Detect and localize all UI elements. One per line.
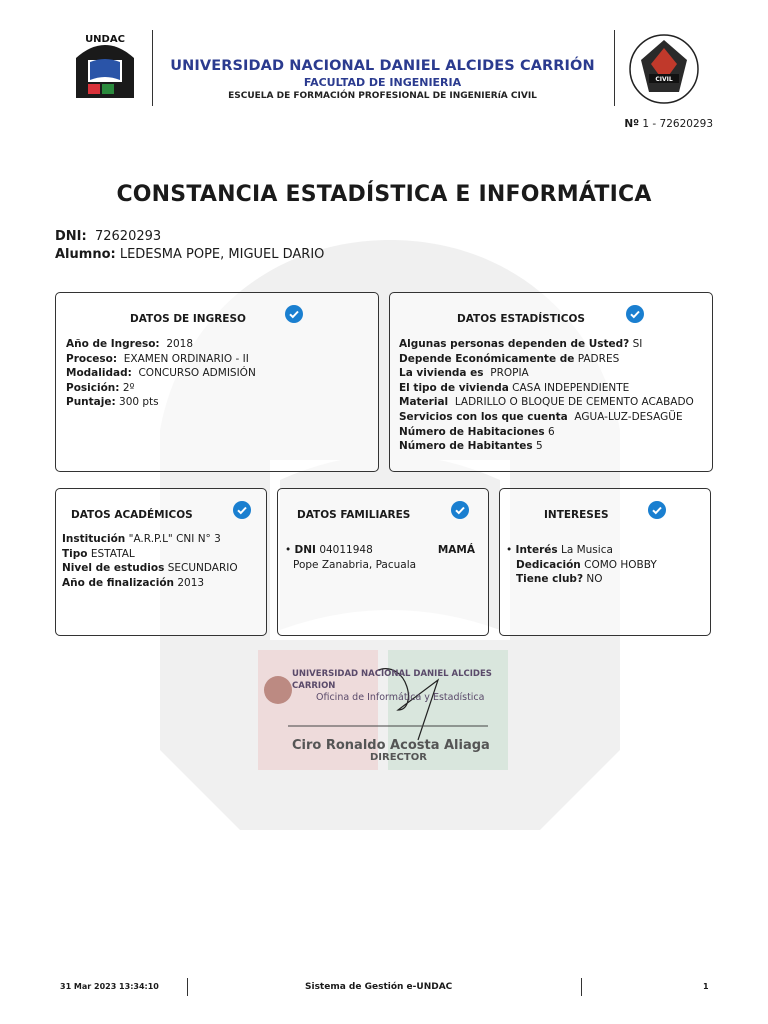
estadisticos-row (399, 366, 694, 381)
row-value: SECUNDARIO (167, 562, 238, 575)
footer-divider-right (581, 978, 582, 996)
row-label: Año de finalización (62, 576, 175, 589)
row-label: Posición: (66, 381, 120, 394)
estadisticos-row (399, 395, 694, 410)
row-label: Modalidad: (66, 367, 132, 380)
footer-datetime: 31 Mar 2023 13:34:10 (60, 982, 159, 991)
stamp-line-university: UNIVERSIDAD NACIONAL DANIEL ALCIDES CARRION (292, 669, 492, 691)
svg-text:CIVIL: CIVIL (655, 76, 673, 83)
header-divider-left (152, 30, 153, 106)
row-value: SI (632, 338, 643, 350)
intereses-rows (506, 543, 657, 587)
familiar-relation: MAMÁ (437, 544, 475, 556)
document-number-value: 1 - 72620293 (642, 118, 713, 130)
document-number (624, 118, 713, 130)
estadisticos-row (399, 337, 694, 352)
estadisticos-row (399, 410, 694, 425)
dni-line (55, 228, 324, 246)
ingreso-row (66, 381, 256, 396)
familiar-dni-label: DNI (294, 544, 316, 556)
ingreso-row (66, 395, 256, 410)
faculty-name: FACULTAD DE INGENIERIA (303, 76, 462, 89)
academicos-row (62, 576, 238, 591)
footer-divider-left (187, 978, 188, 996)
header-divider-right (614, 30, 615, 106)
row-label: Depende Económicamente de (399, 352, 575, 365)
estadisticos-row (399, 425, 694, 440)
civil-engineering-logo (625, 30, 703, 108)
ingreso-row (66, 366, 256, 381)
row-label: Interés (515, 544, 558, 556)
row-label: Algunas personas dependen de Usted? (399, 338, 630, 350)
academicos-rows (62, 532, 238, 590)
estadisticos-row (399, 439, 694, 454)
row-label: Material (399, 396, 449, 409)
row-label: Tiene club? (516, 573, 584, 586)
check-circle-icon (233, 501, 251, 519)
row-value: PROPIA (490, 367, 529, 380)
svg-text:UNDAC: UNDAC (85, 34, 125, 45)
familiar-item (285, 543, 481, 558)
card-datos-academicos (55, 488, 267, 636)
interes-row (506, 543, 657, 558)
academicos-row (62, 532, 238, 547)
stamp-text (292, 668, 512, 764)
bullet: • (285, 544, 292, 556)
row-value: NO (586, 573, 603, 586)
estadisticos-rows (399, 337, 694, 454)
bullet: • (506, 544, 513, 556)
header-text (160, 58, 605, 101)
row-label: Año de Ingreso: (66, 338, 160, 350)
row-label: Dedicación (516, 558, 581, 571)
row-label: Número de Habitaciones (399, 425, 545, 438)
familiares-rows (285, 543, 481, 572)
ingreso-rows (66, 337, 256, 410)
row-label: La vivienda es (399, 367, 484, 380)
card-title-familiares: DATOS FAMILIARES (297, 509, 411, 521)
row-value: CONCURSO ADMISIÓN (138, 367, 256, 380)
row-label: Nivel de estudios (62, 562, 165, 575)
row-label: Institución (62, 533, 126, 545)
row-value: 2018 (166, 338, 194, 350)
row-value: 6 (548, 425, 555, 438)
card-datos-estadisticos (389, 292, 713, 472)
check-circle-icon (648, 501, 666, 519)
check-circle-icon (626, 305, 644, 323)
row-value: AGUA-LUZ-DESAGÜE (574, 410, 683, 423)
check-circle-icon (285, 305, 303, 323)
familiar-dni-value: 04011948 (319, 544, 373, 556)
card-intereses (499, 488, 711, 636)
row-label: Servicios con los que cuenta (399, 410, 568, 423)
row-label: El tipo de vivienda (399, 381, 509, 394)
stamp-director-role: DIRECTOR (370, 752, 427, 763)
row-value: EXAMEN ORDINARIO - II (123, 352, 249, 365)
academicos-row (62, 561, 238, 576)
ingreso-row (66, 352, 256, 367)
estadisticos-row (399, 352, 694, 367)
row-value: LADRILLO O BLOQUE DE CEMENTO ACABADO (454, 396, 694, 409)
ingreso-row (66, 337, 256, 352)
row-value: 300 pts (119, 396, 159, 409)
row-value: "A.R.P.L" CNI N° 3 (128, 533, 221, 545)
row-value: CASA INDEPENDIENTE (512, 381, 630, 394)
interes-row (516, 572, 657, 587)
stamp-line-office: Oficina de Informática y Estadística (316, 692, 485, 703)
card-title-academicos: DATOS ACADÉMICOS (71, 509, 193, 521)
card-datos-familiares (277, 488, 489, 636)
page-title: CONSTANCIA ESTADÍSTICA E INFORMÁTICA (116, 182, 652, 207)
student-info (55, 228, 324, 264)
row-label: Número de Habitantes (399, 440, 533, 453)
familiar-name: Pope Zanabria, Pacuala (293, 558, 417, 571)
row-value: La Musica (560, 544, 613, 556)
row-value: PADRES (577, 352, 620, 365)
footer-page-number: 1 (703, 982, 709, 991)
row-value: 2013 (177, 576, 205, 589)
undac-logo (70, 28, 140, 106)
dni-value: 72620293 (94, 229, 162, 244)
student-name-value: LEDESMA POPE, MIGUEL DARIO (119, 247, 325, 262)
card-title-ingreso: DATOS DE INGRESO (130, 313, 246, 325)
school-name: ESCUELA DE FORMACIÓN PROFESIONAL DE INGENIERíA CIVIL (228, 91, 537, 101)
stamp-director-name: Ciro Ronaldo Acosta Aliaga (292, 738, 490, 753)
estadisticos-row (399, 381, 694, 396)
card-title-estadisticos: DATOS ESTADÍSTICOS (457, 313, 585, 325)
footer-system-name: Sistema de Gestión e-UNDAC (305, 982, 453, 992)
row-label: Puntaje: (66, 396, 116, 409)
row-label: Proceso: (66, 352, 118, 365)
interes-row (516, 558, 657, 573)
student-name-label: Alumno: (55, 247, 116, 262)
row-value: 5 (535, 440, 543, 453)
dni-label: DNI: (55, 229, 87, 244)
row-value: 2º (122, 381, 135, 394)
row-value: ESTATAL (90, 547, 135, 560)
card-datos-ingreso (55, 292, 379, 472)
check-circle-icon (451, 501, 469, 519)
row-label: Tipo (62, 547, 88, 560)
university-name: UNIVERSIDAD NACIONAL DANIEL ALCIDES CARRIÓN (170, 58, 595, 74)
row-value: COMO HOBBY (584, 558, 657, 571)
document-number-label: Nº (624, 118, 640, 130)
academicos-row (62, 547, 238, 562)
student-name-line (55, 246, 324, 264)
card-title-intereses: INTERESES (544, 509, 609, 521)
